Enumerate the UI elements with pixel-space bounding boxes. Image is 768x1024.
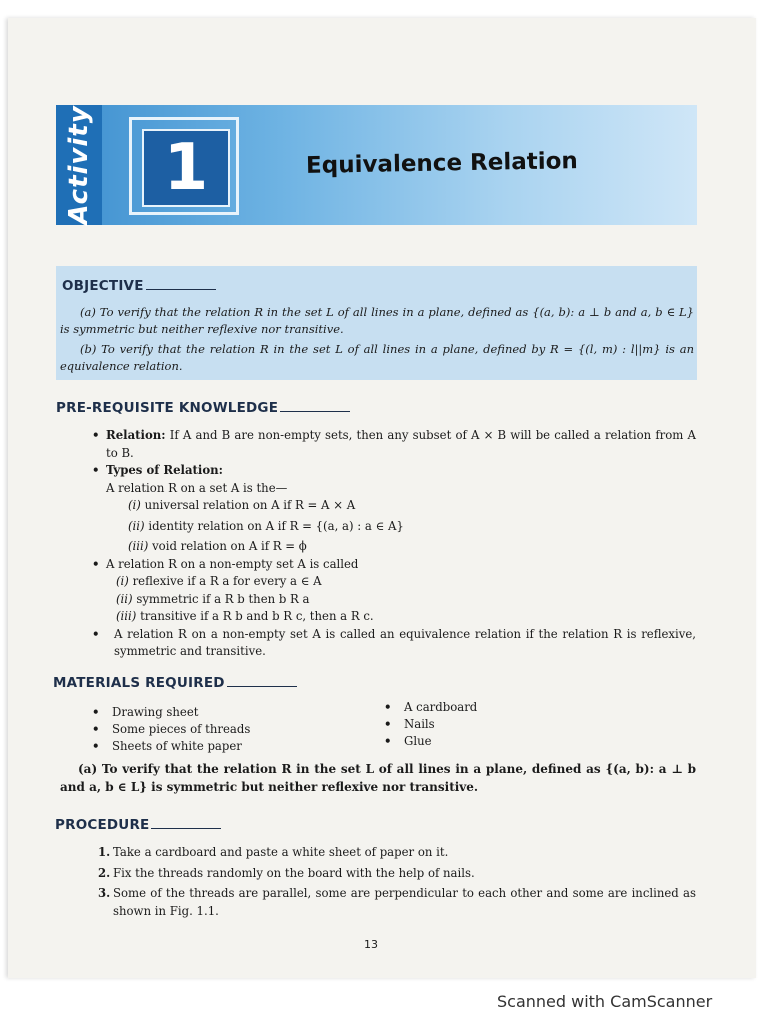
heading-rule: [146, 289, 216, 290]
heading-rule: [227, 686, 297, 687]
materials-heading: [53, 675, 297, 691]
objective-heading: [62, 278, 216, 294]
material-item: [384, 733, 584, 750]
objective-box: [56, 266, 697, 380]
type-text: universal relation on A if R = A × A: [144, 498, 356, 512]
prerequisite-heading: [56, 400, 350, 416]
scanner-watermark: Scanned with CamScanner: [497, 992, 713, 1011]
material-item: [92, 704, 342, 721]
called-text: reflexive if a R a for every a ∈ A: [132, 574, 322, 588]
called-text: symmetric if a R b then b R a: [136, 591, 310, 606]
type-num: (ii): [128, 518, 145, 533]
relation-text: If A and B are non-empty sets, then any subset of A × B will be called a relation from A to B.: [106, 428, 696, 460]
step-number: 3.: [98, 886, 111, 900]
heading-rule: [280, 411, 350, 412]
material-text: Sheets of white paper: [112, 739, 242, 753]
activity-number: 1: [142, 129, 230, 207]
material-text: A cardboard: [404, 700, 478, 714]
material-item: [384, 716, 584, 733]
type-num: (i): [128, 498, 141, 512]
type-num: (iii): [128, 539, 149, 553]
called-item: [116, 573, 696, 591]
list-item: [92, 626, 696, 661]
activity-tag: Activity: [64, 105, 94, 225]
list-item: [92, 556, 696, 626]
procedure-step: [98, 865, 696, 883]
activity-banner: [56, 105, 697, 225]
type-item: [128, 518, 696, 536]
page-number: 13: [364, 938, 378, 951]
list-item: [92, 427, 696, 462]
step-text: Take a cardboard and paste a white sheet of paper on it.: [113, 845, 449, 859]
step-text: Fix the threads randomly on the board with the help of nails.: [113, 865, 475, 880]
materials-left: [92, 704, 342, 755]
verify-a-statement: [60, 760, 696, 796]
objective-a: (a) To verify that the relation R in the set L of all lines in a plane, defined as {(a, b): a ⊥ b and a, b ∈ L} is symmetric but neither reflexive nor transitive.: [60, 305, 694, 336]
prerequisite-content: [92, 427, 696, 661]
step-text: Some of the threads are parallel, some are perpendicular to each other and some are inclined as shown in Fig. 1.1.: [113, 886, 696, 918]
verify-a-text: (a) To verify that the relation R in the set L of all lines in a plane, defined as {(a, b): a ⊥ b and a, b ∈ L} is symmetric but neither reflexive nor transitive.: [60, 762, 696, 794]
called-item: [116, 591, 696, 609]
material-text: Glue: [404, 734, 432, 748]
equivalence-text: A relation R on a non-empty set A is called an equivalence relation if the relation R is reflexive, symmetric and transitive.: [114, 626, 696, 658]
procedure-step: [98, 844, 696, 862]
procedure-heading: [55, 817, 221, 833]
materials-right: [384, 699, 584, 750]
type-item: [128, 538, 696, 556]
material-item: [92, 738, 342, 755]
objective-heading-text: OBJECTIVE: [62, 278, 144, 294]
types-list: [106, 497, 696, 556]
heading-rule: [151, 828, 221, 829]
material-item: [384, 699, 584, 716]
relation-label: Relation:: [106, 428, 166, 442]
called-list: [106, 573, 696, 626]
called-intro: A relation R on a non-empty set A is called: [106, 556, 359, 571]
objective-text: [60, 304, 694, 378]
material-text: Drawing sheet: [112, 705, 199, 719]
material-item: [92, 721, 342, 738]
material-text: Nails: [404, 717, 435, 731]
called-num: (iii): [116, 609, 137, 623]
step-number: 1.: [98, 845, 111, 859]
activity-strip: [56, 105, 102, 225]
activity-title: Equivalence Relation: [305, 148, 579, 179]
procedure-step: [98, 885, 696, 920]
step-number: 2.: [98, 865, 111, 880]
material-text: Some pieces of threads: [112, 722, 251, 736]
list-item: [92, 462, 696, 556]
procedure-list: [98, 844, 696, 923]
procedure-heading-text: PROCEDURE: [55, 817, 150, 833]
called-text: transitive if a R b and b R c, then a R c.: [140, 609, 374, 623]
materials-heading-text: MATERIALS REQUIRED: [53, 675, 225, 691]
type-text: identity relation on A if R = {(a, a) : a ∈ A}: [148, 518, 404, 533]
called-num: (ii): [116, 591, 133, 606]
objective-b: (b) To verify that the relation R in the set L of all lines in a plane, defined by R = {(l, m) : l||m} is an equivalence relation.: [60, 342, 694, 373]
called-item: [116, 608, 696, 626]
types-label: Types of Relation:: [106, 463, 223, 477]
type-text: void relation on A if R = ϕ: [152, 539, 307, 553]
prerequisite-heading-text: PRE-REQUISITE KNOWLEDGE: [56, 400, 279, 416]
types-intro: A relation R on a set A is the—: [106, 480, 288, 495]
type-item: [128, 497, 696, 515]
called-num: (i): [116, 574, 129, 588]
